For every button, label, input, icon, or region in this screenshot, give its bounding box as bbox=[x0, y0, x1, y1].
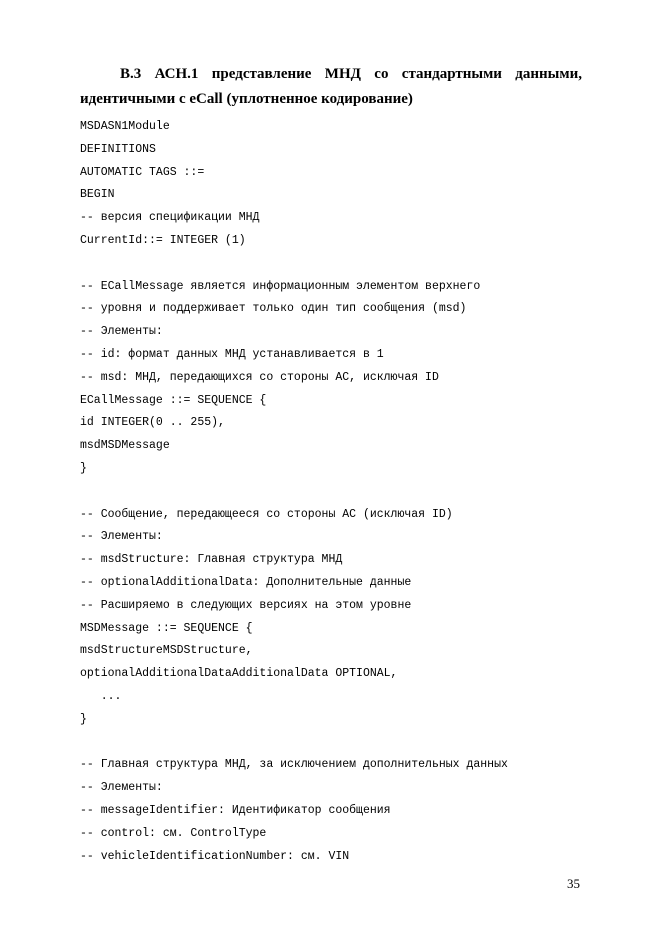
code-line: } bbox=[80, 461, 87, 475]
code-line: DEFINITIONS bbox=[80, 142, 156, 156]
page-number: 35 bbox=[567, 876, 580, 891]
code-line: optionalAdditionalDataAdditionalData OPTIONAL, bbox=[80, 667, 398, 681]
code-line: -- ECallMessage является информационным элементом верхнего bbox=[80, 279, 481, 293]
section-heading-line-2: идентичными с eCall (уплотненное кодирование) bbox=[80, 91, 413, 107]
code-line: msdStructureMSDStructure, bbox=[80, 644, 253, 658]
code-line: MSDASN1Module bbox=[80, 120, 170, 133]
code-line: AUTOMATIC TAGS ::= bbox=[80, 165, 205, 179]
code-line: ECallMessage ::= SEQUENCE { bbox=[80, 393, 267, 407]
code-line: } bbox=[80, 712, 87, 726]
code-line: -- Сообщение, передающееся со стороны АС (исключая ID) bbox=[80, 507, 453, 521]
code-line: BEGIN bbox=[80, 188, 115, 202]
code-line: -- vehicleIdentificationNumber: см. VIN bbox=[80, 849, 350, 863]
code-line: -- Расширяемо в следующих версиях на этом уровне bbox=[80, 598, 412, 612]
code-line: CurrentId::= INTEGER (1) bbox=[80, 233, 246, 247]
code-line: MSDMessage ::= SEQUENCE { bbox=[80, 621, 253, 635]
code-line: -- control: см. ControlType bbox=[80, 826, 267, 840]
section-heading bbox=[80, 62, 582, 112]
code-line: msdMSDMessage bbox=[80, 439, 170, 453]
code-line: -- messageIdentifier: Идентификатор сообщения bbox=[80, 803, 391, 817]
code-line: -- Элементы: bbox=[80, 325, 163, 339]
code-line: id INTEGER(0 .. 255), bbox=[80, 416, 225, 430]
code-line bbox=[80, 481, 508, 504]
code-line bbox=[80, 253, 508, 276]
code-line: ... bbox=[80, 689, 122, 703]
code-line: -- уровня и поддерживает только один тип сообщения (msd) bbox=[80, 302, 467, 316]
code-line: -- id: формат данных МНД устанавливается в 1 bbox=[80, 347, 384, 361]
asn1-code-listing bbox=[80, 116, 508, 868]
code-line: -- msdStructure: Главная структура МНД bbox=[80, 553, 343, 567]
code-line bbox=[80, 732, 508, 755]
code-line: -- Элементы: bbox=[80, 781, 163, 795]
code-line: -- Главная структура МНД, за исключением дополнительных данных bbox=[80, 758, 508, 772]
code-line: -- Элементы: bbox=[80, 530, 163, 544]
code-line: -- версия спецификации МНД bbox=[80, 211, 260, 225]
code-line: -- optionalAdditionalData: Дополнительные данные bbox=[80, 575, 412, 589]
code-line: -- msd: МНД, передающихся со стороны АС, исключая ID bbox=[80, 370, 439, 384]
section-heading-line-1: В.3 АСН.1 представление МНД со стандартными данными, bbox=[120, 66, 582, 82]
